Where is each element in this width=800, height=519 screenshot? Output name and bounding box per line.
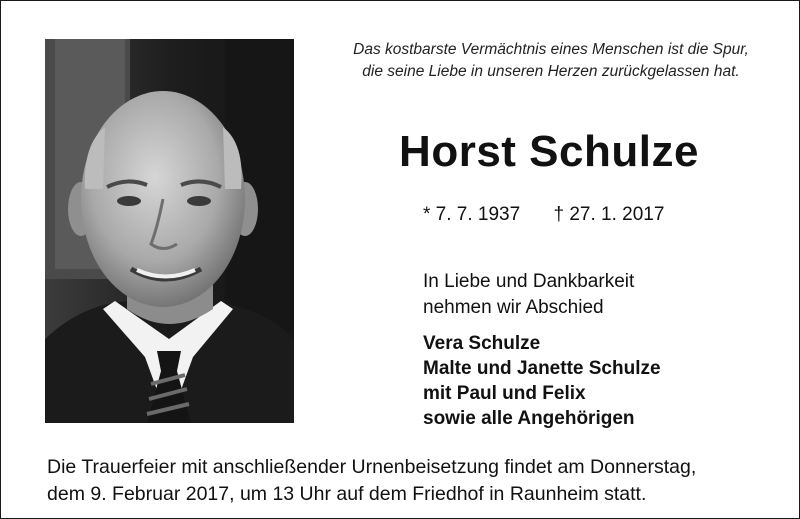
farewell-line-2: nehmen wir Abschied xyxy=(423,297,604,318)
mourner-entry: mit Paul und Felix xyxy=(423,383,586,404)
mourner-entry: Malte und Janette Schulze xyxy=(423,358,661,379)
portrait-photo xyxy=(45,39,294,423)
quote-line-1: Das kostbarste Vermächtnis eines Menschen ist die Spur, xyxy=(353,41,749,58)
mourners-list xyxy=(423,331,661,431)
mourner-entry: Vera Schulze xyxy=(423,333,541,354)
deceased-name: Horst Schulze xyxy=(399,127,699,176)
farewell-line-1: In Liebe und Dankbarkeit xyxy=(423,271,635,292)
funeral-notice xyxy=(47,454,777,508)
birth-date: * 7. 7. 1937 xyxy=(423,204,521,225)
notice-line-2: dem 9. Februar 2017, um 13 Uhr auf dem Friedhof in Raunheim statt. xyxy=(47,483,647,505)
mourner-entry: sowie alle Angehörigen xyxy=(423,408,635,429)
memorial-quote xyxy=(331,39,771,83)
farewell-text xyxy=(423,269,634,321)
notice-line-1: Die Trauerfeier mit anschließender Urnenbeisetzung findet am Donnerstag, xyxy=(47,456,697,478)
death-date: † 27. 1. 2017 xyxy=(553,204,665,225)
life-dates xyxy=(423,204,664,226)
quote-line-2: die seine Liebe in unseren Herzen zurückgelassen hat. xyxy=(362,63,740,80)
portrait-illustration xyxy=(45,39,294,423)
